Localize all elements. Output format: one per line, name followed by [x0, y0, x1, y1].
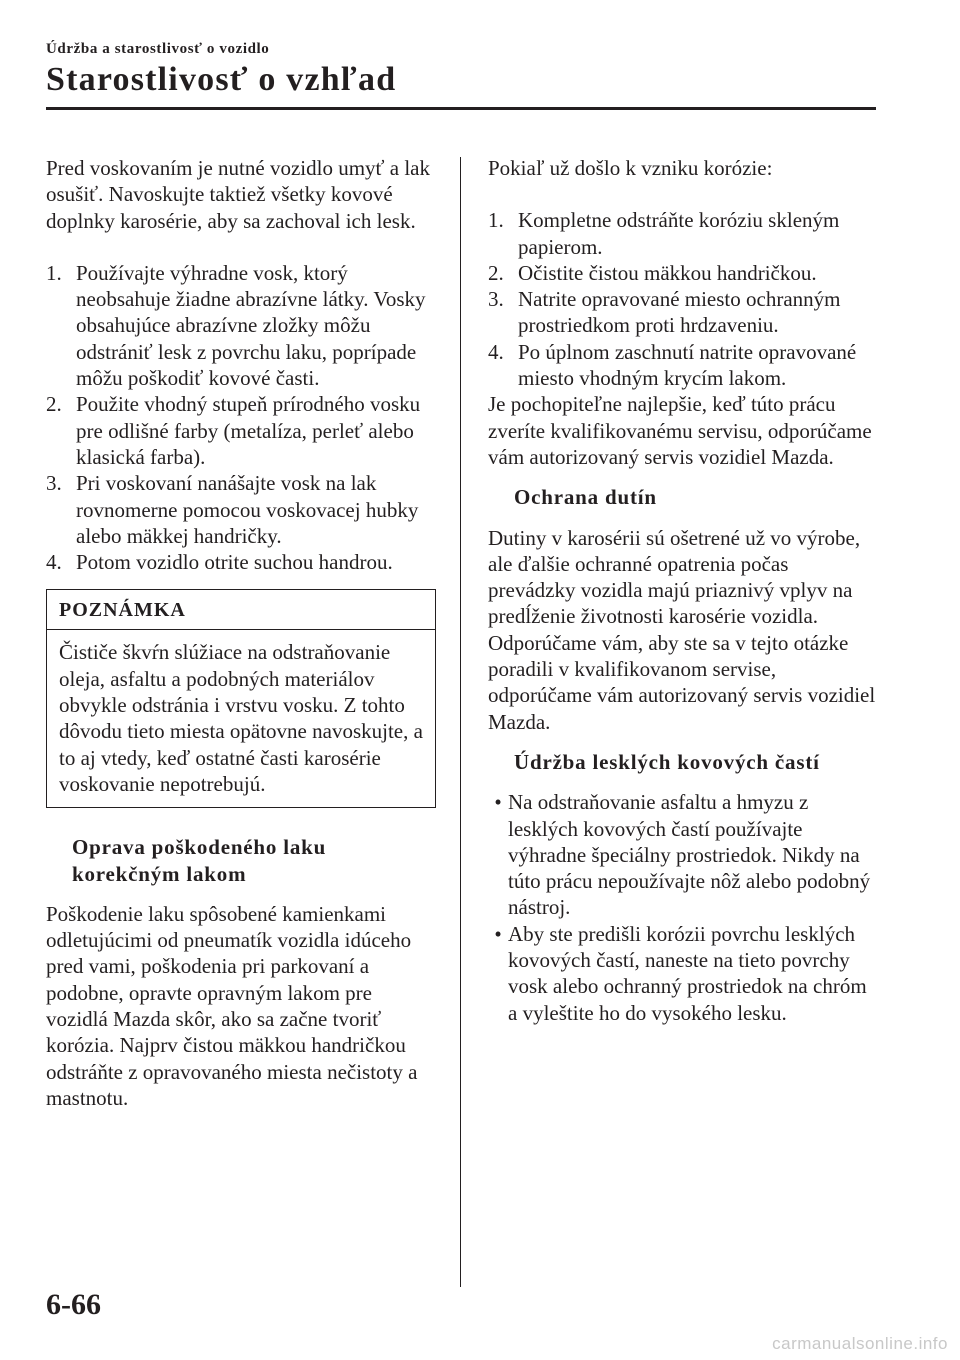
- note-box: [46, 589, 436, 808]
- list-item: 4. Po úplnom zaschnutí natrite opravované miesto vhodným krycím lakom.: [488, 339, 857, 391]
- list-item: 4. Potom vozidlo otrite suchou handrou.: [46, 550, 393, 575]
- corrosion-intro: Pokiaľ už došlo k vzniku korózie:: [488, 156, 773, 180]
- list-item: 1. Kompletne odstráňte koróziu skleným papierom.: [488, 208, 840, 259]
- cavity-heading: Ochrana dutín: [514, 485, 657, 510]
- page-header: [46, 40, 876, 102]
- list-item: • Na odstraňovanie asfaltu a hmyzu z lesklých kovových častí používajte výhradne špeciálny prostriedok. Nikdy na túto prácu nepoužívajte nôž alebo podobný nástroj.: [494, 790, 871, 920]
- repair-heading: Oprava poškodeného laku korekčným lakom: [72, 835, 327, 886]
- waxing-steps: [46, 260, 436, 576]
- metal-bullets: [488, 789, 880, 1026]
- list-item: 3. Pri voskovaní nanášajte vosk na lak rovnomerne pomocou voskovacej hubky alebo mäkkej handričky.: [46, 471, 419, 548]
- column-divider: [460, 157, 461, 1287]
- page-title: Starostlivosť o vzhľad: [46, 61, 397, 98]
- repair-text: Poškodenie laku spôsobené kamienkami odletujúcimi od pneumatík vozidla idúceho pred vami, poškodenia pri parkovaní a podobne, opravte opravným lakom pre vozidlá Mazda skôr, ako sa začne tvoriť korózia. Najprv čistou mäkkou handričkou odstráňte z opravovaného miesta nečistoty a mastnotu.: [46, 901, 418, 1110]
- watermark: carmanualsonline.info: [772, 1334, 948, 1353]
- list-item: 1. Používajte výhradne vosk, ktorý neobsahuje žiadne abrazívne látky. Vosky obsahujúce abrazívne zložky môžu odstrániť lesk z povrchu laku, poprípade môžu poškodiť kovové časti.: [46, 260, 426, 391]
- corrosion-steps: [488, 207, 880, 391]
- cavity-text-2: Odporúčame vám, aby ste sa v tejto otázke poradili v kvalifikovanom servise, odporúčame vám autorizovaný servis vozidiel Mazda.: [488, 630, 876, 734]
- page-number: 6-66: [46, 1288, 101, 1321]
- cavity-text-1: Dutiny v karosérii sú ošetrené už vo výrobe, ale ďalšie ochranné opatrenia počas prevádzky vozidla majú priaznivý vplyv na predĺženie životnosti karosérie vozidla.: [488, 525, 861, 629]
- list-item: • Aby ste predišli korózii povrchu lesklých kovových častí, naneste na tieto povrchy vosk alebo ochranný prostriedok na chróm a vyleštite ho do vysokého lesku.: [494, 921, 867, 1025]
- left-column: [46, 155, 436, 1111]
- title-rule: [46, 107, 876, 110]
- note-text: Čističe škvŕn slúžiace na odstraňovanie oleja, asfaltu a podobných materiálov obvykle odstránia i vrstvu vosku. Z tohto dôvodu tieto miesta opätovne navoskujte, a to aj vtedy, keď ostatné časti karosérie voskovanie nepotrebujú.: [59, 640, 423, 796]
- waxing-intro: Pred voskovaním je nutné vozidlo umyť a lak osušiť. Navoskujte taktiež všetky kovové doplnky karosérie, aby sa zachoval ich lesk.: [46, 156, 430, 233]
- list-item: 2. Použite vhodný stupeň prírodného vosku pre odlišné farby (metalíza, perleť alebo klasická farba).: [46, 392, 421, 469]
- note-title: POZNÁMKA: [47, 590, 435, 630]
- section-label: Údržba a starostlivosť o vozidlo: [46, 41, 270, 57]
- right-column: [488, 155, 880, 1026]
- metal-heading: Údržba lesklých kovových častí: [514, 749, 820, 774]
- list-item: 2. Očistite čistou mäkkou handričkou.: [488, 260, 817, 285]
- service-text: Je pochopiteľne najlepšie, keď túto prácu zveríte kvalifikovanému servisu, odporúčame vám autorizovaný servis vozidiel Mazda.: [488, 392, 872, 469]
- list-item: 3. Natrite opravované miesto ochranným prostriedkom proti hrdzaveniu.: [488, 287, 841, 338]
